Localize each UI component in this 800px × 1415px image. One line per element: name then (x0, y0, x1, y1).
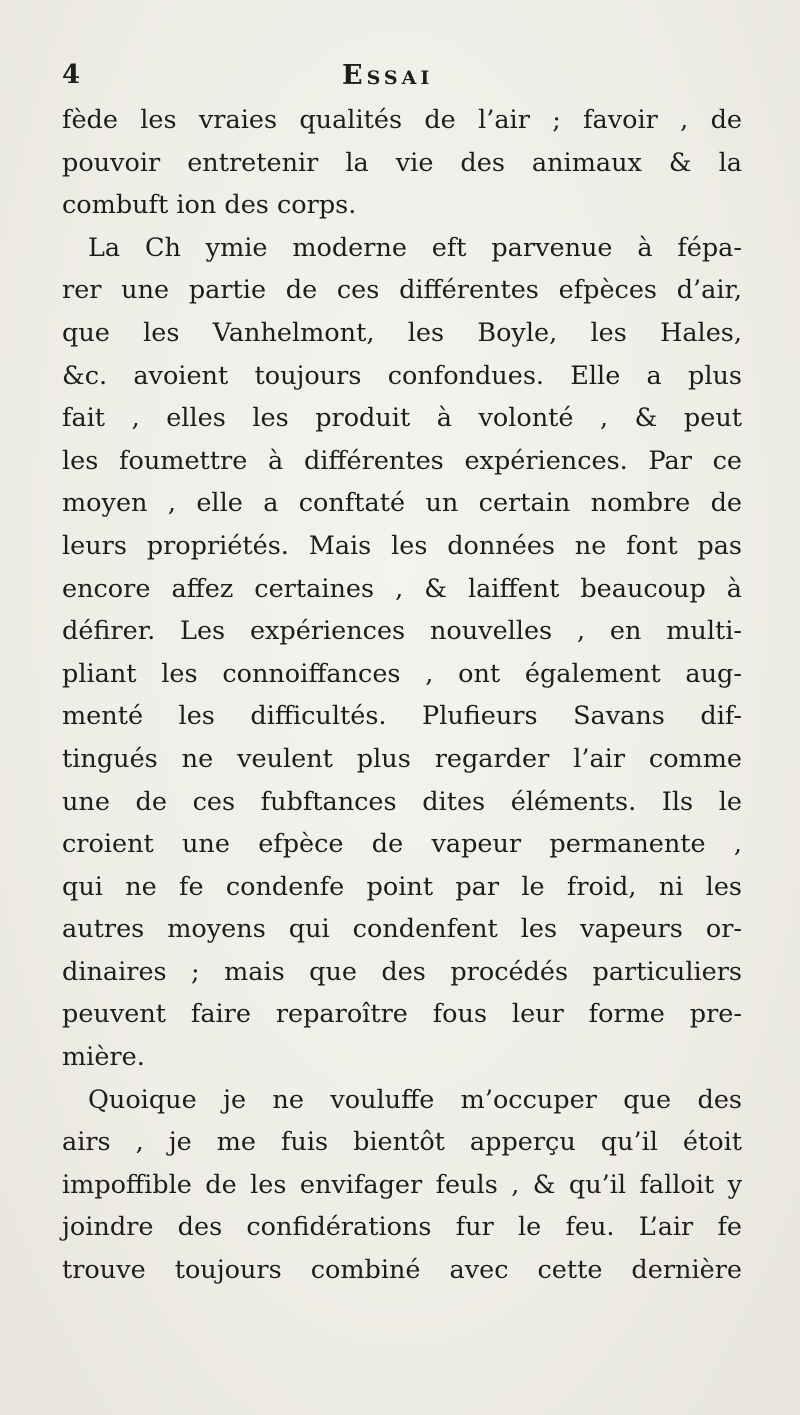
text-line: autres moyens qui condenfent les vapeurs or- (62, 914, 742, 945)
page-number: 4 (62, 60, 81, 90)
text-line: moyen , elle a conftaté un certain nombre de (62, 488, 742, 519)
page-header (62, 60, 702, 96)
text-line: qui ne fe condenfe point par le froid, ni les (62, 871, 742, 902)
text-line: peuvent faire reparoître fous leur forme pre- (62, 999, 742, 1030)
text-line: pouvoir entretenir la vie des animaux & la (62, 147, 742, 178)
text-line: combuft ion des corps. (62, 190, 357, 221)
text-line: défirer. Les expériences nouvelles , en multi- (62, 616, 742, 647)
text-line: tingués ne veulent plus regarder l’air comme (62, 743, 742, 774)
text-line: &c. avoient toujours confondues. Elle a plus (62, 360, 742, 391)
text-line: joindre des confidérations fur le feu. L’air fe (62, 1212, 742, 1243)
running-title: Essai (342, 60, 434, 91)
text-line: encore affez certaines , & laiffent beaucoup à (62, 573, 742, 604)
text-line: une de ces fubftances dites éléments. Ils le (62, 786, 742, 817)
text-line: menté les difficultés. Plufieurs Savans dif- (62, 701, 742, 732)
text-line: rer une partie de ces différentes efpèces d’air, (62, 275, 742, 306)
text-line: pliant les connoiffances , ont également aug- (62, 658, 742, 689)
text-line: fait , elles les produit à volonté , & peut (62, 403, 742, 434)
text-line: airs , je me fuis bientôt apperçu qu’il étoit (62, 1127, 742, 1158)
text-line: fède les vraies qualités de l’air ; favoir , de (62, 105, 742, 135)
text-line: leurs propriétés. Mais les données ne font pas (62, 530, 742, 561)
text-line: les foumettre à différentes expériences. Par ce (62, 445, 742, 476)
text-line: trouve toujours combiné avec cette dernière (62, 1255, 742, 1286)
text-line: dinaires ; mais que des procédés particuliers (62, 956, 742, 987)
text-line: mière. (62, 1042, 145, 1073)
text-line: La Ch ymie moderne eft parvenue à fépa- (88, 232, 742, 263)
text-line: croient une efpèce de vapeur permanente , (62, 829, 742, 860)
body-text (62, 99, 742, 1292)
text-line: Quoique je ne vouluffe m’occuper que des (88, 1084, 742, 1115)
text-line: que les Vanhelmont, les Boyle, les Hales, (62, 317, 742, 348)
text-line: impoffible de les envifager feuls , & qu’il falloit y (62, 1169, 742, 1200)
